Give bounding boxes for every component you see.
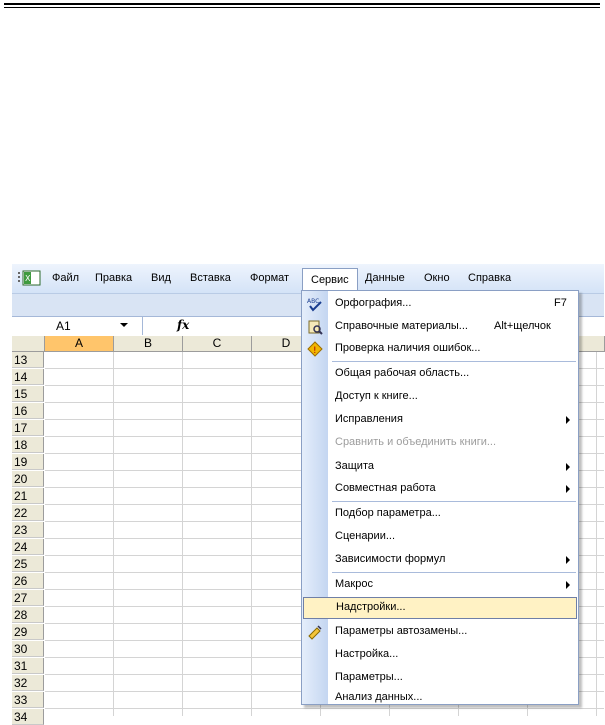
header-rule-thin bbox=[4, 7, 600, 8]
submenu-arrow-icon bbox=[566, 556, 570, 564]
menu-item-compare-merge bbox=[302, 432, 578, 454]
row-header[interactable]: 15 bbox=[12, 386, 44, 402]
row-header[interactable]: 34 bbox=[12, 709, 44, 725]
menu-item-label: Макрос bbox=[335, 578, 373, 590]
row-header[interactable]: 14 bbox=[12, 369, 44, 385]
menu-item-customize[interactable] bbox=[302, 644, 578, 666]
row-header[interactable]: 13 bbox=[12, 352, 44, 368]
menu-item-label: Общая рабочая область... bbox=[335, 367, 470, 379]
menu-item-share-workbook[interactable] bbox=[302, 386, 578, 408]
row-header[interactable]: 22 bbox=[12, 505, 44, 521]
menu-item-label: Зависимости формул bbox=[335, 553, 446, 565]
menu-item-label: Защита bbox=[335, 460, 374, 472]
row-header[interactable]: 23 bbox=[12, 522, 44, 538]
menu-item-label: Совместная работа bbox=[335, 482, 436, 494]
chevron-down-icon[interactable] bbox=[120, 323, 128, 327]
menu-separator bbox=[332, 572, 576, 573]
submenu-arrow-icon bbox=[566, 581, 570, 589]
autocorrect-icon bbox=[307, 624, 323, 640]
row-header[interactable]: 18 bbox=[12, 437, 44, 453]
row-header[interactable]: 21 bbox=[12, 488, 44, 504]
menu-item-protection[interactable] bbox=[302, 456, 578, 478]
menu-window[interactable]: Окно bbox=[424, 272, 450, 284]
menu-item-shared-workspace[interactable] bbox=[302, 363, 578, 385]
menu-item-add-ins[interactable] bbox=[303, 597, 577, 619]
menu-item-options[interactable] bbox=[302, 667, 578, 689]
menu-item-label: Справочные материалы... bbox=[335, 320, 468, 332]
menu-insert[interactable]: Вставка bbox=[190, 272, 231, 284]
menu-data[interactable]: Данные bbox=[365, 272, 405, 284]
menu-format[interactable]: Формат bbox=[250, 272, 290, 284]
menu-item-track-changes[interactable] bbox=[302, 409, 578, 431]
menu-item-shortcut: F7 bbox=[554, 297, 567, 309]
menu-item-data-analysis[interactable] bbox=[302, 687, 578, 709]
error-check-icon bbox=[307, 341, 323, 357]
row-header[interactable]: 31 bbox=[12, 658, 44, 674]
menu-item-macro[interactable] bbox=[302, 574, 578, 596]
menu-item-collaboration[interactable] bbox=[302, 478, 578, 500]
menu-file[interactable]: Файл bbox=[52, 272, 80, 284]
function-icon[interactable]: fx bbox=[177, 318, 190, 332]
column-header-a[interactable]: A bbox=[45, 336, 114, 352]
menu-item-label: Сценарии... bbox=[335, 530, 396, 542]
row-header[interactable]: 32 bbox=[12, 675, 44, 691]
row-header[interactable]: 17 bbox=[12, 420, 44, 436]
menu-edit[interactable]: Правка bbox=[95, 272, 133, 284]
menu-item-autocorrect[interactable] bbox=[302, 621, 578, 643]
menu-item-error-check[interactable] bbox=[302, 338, 578, 360]
excel-app-icon[interactable] bbox=[18, 270, 42, 286]
submenu-arrow-icon bbox=[566, 485, 570, 493]
menu-item-label: Сравнить и объединить книги... bbox=[335, 436, 497, 448]
row-header[interactable]: 19 bbox=[12, 454, 44, 470]
excel-window bbox=[12, 264, 604, 724]
row-header[interactable]: 24 bbox=[12, 539, 44, 555]
svg-text:!: ! bbox=[313, 346, 317, 356]
row-header[interactable]: 25 bbox=[12, 556, 44, 572]
svg-text:X: X bbox=[25, 274, 31, 283]
name-box-value: A1 bbox=[56, 319, 71, 333]
row-header[interactable]: 16 bbox=[12, 403, 44, 419]
menu-help[interactable]: Справка bbox=[468, 272, 512, 284]
menu-item-research[interactable] bbox=[302, 316, 578, 338]
submenu-arrow-icon bbox=[566, 463, 570, 471]
research-icon bbox=[307, 319, 323, 335]
menu-item-label: Параметры... bbox=[335, 671, 403, 683]
service-menu-dropdown bbox=[301, 290, 579, 705]
row-header[interactable]: 26 bbox=[12, 573, 44, 589]
menu-item-label: Параметры автозамены... bbox=[335, 625, 468, 637]
header-rule-thick bbox=[4, 3, 600, 5]
menu-item-label: Надстройки... bbox=[336, 601, 406, 613]
menu-item-label: Исправления bbox=[335, 413, 403, 425]
column-header-b[interactable]: B bbox=[114, 336, 183, 352]
menu-item-shortcut: Alt+щелчок bbox=[494, 320, 551, 332]
row-header[interactable]: 27 bbox=[12, 590, 44, 606]
menu-item-goal-seek[interactable] bbox=[302, 503, 578, 525]
menu-item-label: Анализ данных... bbox=[335, 691, 423, 703]
row-header[interactable]: 28 bbox=[12, 607, 44, 623]
menu-item-label: Настройка... bbox=[335, 648, 399, 660]
menu-item-label: Подбор параметра... bbox=[335, 507, 441, 519]
column-header-d[interactable]: D bbox=[252, 336, 321, 352]
submenu-arrow-icon bbox=[566, 416, 570, 424]
menu-item-label: Орфография... bbox=[335, 297, 412, 309]
row-header[interactable]: 30 bbox=[12, 641, 44, 657]
spelling-icon bbox=[307, 296, 323, 312]
menu-separator bbox=[332, 361, 576, 362]
menu-separator bbox=[332, 501, 576, 502]
menu-view[interactable]: Вид bbox=[151, 272, 171, 284]
row-header[interactable]: 33 bbox=[12, 692, 44, 708]
row-header[interactable]: 29 bbox=[12, 624, 44, 640]
select-all-corner[interactable] bbox=[12, 336, 45, 352]
svg-text:ABC: ABC bbox=[307, 298, 320, 305]
menu-item-scenarios[interactable] bbox=[302, 526, 578, 548]
menu-item-formula-auditing[interactable] bbox=[302, 549, 578, 571]
menu-item-label: Проверка наличия ошибок... bbox=[335, 342, 481, 354]
row-header[interactable]: 20 bbox=[12, 471, 44, 487]
menu-item-label: Доступ к книге... bbox=[335, 390, 418, 402]
menu-item-spelling[interactable] bbox=[302, 293, 578, 315]
menu-service[interactable]: Сервис bbox=[302, 268, 358, 291]
column-header-c[interactable]: C bbox=[183, 336, 252, 352]
name-box[interactable] bbox=[12, 317, 143, 335]
